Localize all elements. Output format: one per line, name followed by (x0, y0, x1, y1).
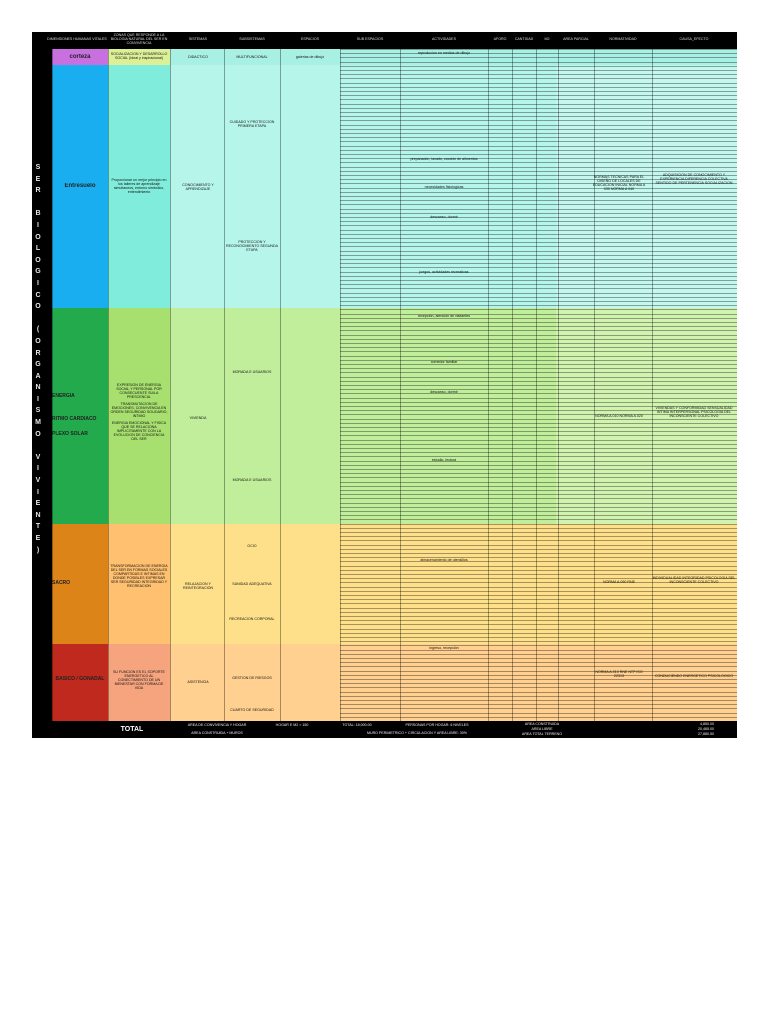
header-col: DIMENSIONES HUMANAS VITALES (47, 37, 107, 41)
grid-row-line (340, 230, 737, 231)
grid-row-line (340, 616, 737, 617)
grid-row-line (340, 225, 737, 226)
vertical-letter: O (35, 430, 41, 438)
grid-row-line (340, 402, 737, 403)
grid-row-line (340, 641, 737, 642)
grid-row-line (340, 582, 737, 583)
grid-row-line (340, 137, 737, 138)
grid-row-line (340, 498, 737, 499)
section-desc: Proporcionar un mejor principio en los talleres de aprendizaje simultaneos, entorno simbolico, entendimiento (111, 178, 167, 194)
section-desc: SU FUNCION ES EL SOPORTE ENERGETICO AL CONECTIMIENTO DE UN BIENESTAR CON FORMA DE VIDA (113, 670, 165, 690)
vertical-letter: I (37, 465, 39, 473)
grid-row-line (340, 633, 737, 634)
grid-row-line (340, 217, 737, 218)
section-sub: RECREACION CORPORAL (229, 617, 275, 621)
grid-row-line (340, 221, 737, 222)
row-activity: recepción, atención de visitantes (417, 314, 471, 318)
footer-total: 4,850.00 (700, 722, 714, 726)
grid-row-line (340, 419, 737, 420)
header-col: ESPACIOS (300, 37, 320, 41)
grid-row-line (340, 188, 737, 189)
vertical-letter: I (37, 279, 39, 287)
section-name: BASICO / GONADAL (55, 676, 105, 682)
grid-row-line (340, 377, 737, 378)
grid-row-line (340, 154, 737, 155)
grid-row-line (340, 133, 737, 134)
grid-row-line (340, 259, 737, 260)
section-sub: MULTIFUNCIONAL (236, 55, 268, 59)
vertical-letter: I (37, 488, 39, 496)
section-norma: NORMA A.010 RNE NTP ISO 22313 (595, 670, 643, 678)
grid-row-line (340, 406, 737, 407)
section-sub: MORADA E USUARIOS (232, 478, 272, 482)
grid-column-line (52, 49, 53, 721)
header-col: AREA PARCIAL (563, 37, 589, 41)
vertical-letter: E (35, 175, 41, 183)
section-sub: PROTECCION Y RECONOCIMIENTO SEGUNDA ETAPA (225, 240, 279, 252)
row-activity: descanso, dormir (430, 390, 458, 394)
grid-row-line (340, 272, 737, 273)
header-col: CANTIDAD (514, 37, 534, 41)
vertical-letter: B (35, 210, 41, 218)
row-activity: juegos, actividades recreativas (419, 270, 469, 274)
vertical-letter: R (35, 187, 41, 195)
grid-row-line (340, 74, 737, 75)
grid-row-line (340, 251, 737, 252)
grid-row-line (340, 335, 737, 336)
grid-row-line (340, 553, 737, 554)
grid-row-line (340, 129, 737, 130)
vertical-letter: E (35, 500, 41, 508)
grid-row-line (340, 179, 737, 180)
grid-row-line (340, 578, 737, 579)
grid-row-line (340, 658, 737, 659)
grid-row-line (340, 242, 737, 243)
vertical-letter: N (35, 384, 41, 392)
vertical-letter: I (37, 395, 39, 403)
grid-row-line (340, 209, 737, 210)
grid-row-line (340, 255, 737, 256)
grid-row-line (340, 343, 737, 344)
totals-bar (32, 721, 737, 738)
total-label: TOTAL (120, 726, 144, 733)
vertical-letter: O (35, 337, 41, 345)
grid-row-line (340, 78, 737, 79)
grid-row-line (340, 515, 737, 516)
row-activity: ingreso, recepción (429, 646, 459, 650)
vertical-letter: O (35, 256, 41, 264)
section-sub: MORADA E USUARIOS (232, 370, 272, 374)
grid-row-line (340, 83, 737, 84)
grid-row-line (340, 393, 737, 394)
grid-row-line (340, 574, 737, 575)
row-activity: almacenamiento de utensilios (420, 558, 468, 562)
grid-row-line (340, 671, 737, 672)
grid-row-line (340, 486, 737, 487)
grid-row-line (340, 360, 737, 361)
grid-row-line (340, 545, 737, 546)
section-desc: TRANSMUTACION DE EMOCIONES, CONVIVENCIA EN ORDEN SEGURIDAD SOLIDARIO, INTIMO (110, 402, 168, 418)
grid-row-line (340, 356, 737, 357)
row-activity: estudio, lectura (431, 458, 457, 462)
header-col: AFORO (493, 37, 507, 41)
grid-row-line (340, 322, 737, 323)
grid-row-line (340, 385, 737, 386)
row-activity: necesidades fisiologicas (424, 185, 464, 189)
grid-row-line (340, 263, 737, 264)
row-activity: descanso, dormir (430, 215, 458, 219)
row-activity: reproducion en medios de dibujo (417, 51, 471, 55)
grid-row-line (340, 389, 737, 390)
grid-row-line (340, 347, 737, 348)
grid-row-line (340, 540, 737, 541)
grid-row-line (340, 524, 737, 525)
grid-row-line (340, 146, 737, 147)
grid-row-line (340, 104, 737, 105)
grid-row-line (340, 381, 737, 382)
section-sistema: ASISTENCIA (187, 680, 209, 684)
grid-row-line (340, 440, 737, 441)
grid-row-line (340, 490, 737, 491)
grid-row-line (340, 683, 737, 684)
section-name: Entresuelo (64, 183, 96, 189)
vertical-letter: A (35, 372, 41, 380)
grid-row-line (340, 620, 737, 621)
grid-row-line (340, 608, 737, 609)
vertical-letter: ) (36, 546, 40, 554)
grid-row-line (340, 293, 737, 294)
grid-row-line (340, 309, 737, 310)
section-desc: SOCIALIZACION Y DESARROLLO SOCIAL (Ideal y inspiracional) (110, 52, 168, 60)
vertical-letter: ( (36, 326, 40, 334)
grid-row-line (340, 171, 737, 172)
section-name: SACRO (52, 580, 71, 586)
section-norma: NORMAS TECNICAS PARA EL DISEÑO DE LOCALES DE EDUCACION INICIAL NORMA A 030 NORMA A 040 (592, 175, 646, 191)
section-name: ENERGIA (52, 393, 75, 399)
section-name: corteza (69, 54, 91, 60)
footer-label: AREA CONSTRUIDA (524, 722, 560, 726)
grid-row-line (340, 519, 737, 520)
grid-row-line (340, 183, 737, 184)
grid-row-line (340, 339, 737, 340)
grid-row-line (340, 431, 737, 432)
section-sistema: DIDACTICO (188, 55, 208, 59)
footer-value: TOTAL: 18,000.00 (342, 723, 372, 727)
grid-row-line (340, 461, 737, 462)
grid-row-line (340, 297, 737, 298)
section-desc: ENERGIA EMOCIONAL Y FISICA QUE SE RELACIONA IMPLICITAMENTE CON LA EVOLUCION DE CONCIENCIA DEL SER (111, 421, 167, 441)
grid-row-line (340, 196, 737, 197)
grid-row-line (340, 158, 737, 159)
grid-row-line (340, 234, 737, 235)
grid-row-line (340, 456, 737, 457)
grid-row-line (340, 587, 737, 588)
grid-row-line (340, 692, 737, 693)
table-header (32, 32, 737, 49)
grid-row-line (340, 62, 737, 63)
grid-row-line (340, 612, 737, 613)
grid-row-line (340, 469, 737, 470)
grid-row-line (340, 284, 737, 285)
grid-row-line (340, 570, 737, 571)
grid-row-line (340, 372, 737, 373)
section-desc: TRANSFORMACION DE ENERGIA DEL SER EN FORMAS SOCIALES COMPARTIDAS E INTIMAS EN DONDE POSIBLES EXPRESAR SER SEGURIDAD INTEGRIDAD Y RECREACION (110, 564, 168, 588)
vertical-letter: R (35, 349, 41, 357)
grid-row-line (340, 566, 737, 567)
grid-row-line (340, 351, 737, 352)
footer-label: AREA DE CONVIVENCIA Y HOGAR (187, 723, 247, 727)
grid-row-line (340, 116, 737, 117)
grid-row-line (340, 528, 737, 529)
grid-row-line (340, 267, 737, 268)
footer-label: AREA TOTAL TERRENO (521, 732, 563, 736)
grid-row-line (340, 423, 737, 424)
grid-row-line (340, 330, 737, 331)
grid-row-line (340, 112, 737, 113)
grid-row-line (340, 150, 737, 151)
grid-column-line (224, 49, 225, 721)
grid-row-line (340, 427, 737, 428)
grid-row-line (340, 53, 737, 54)
grid-row-line (340, 314, 737, 315)
grid-row-line (340, 368, 737, 369)
footer-total: 27,880.50 (698, 732, 714, 736)
grid-row-line (340, 141, 737, 142)
grid-row-line (340, 238, 737, 239)
header-col: M2 (544, 37, 550, 41)
section-name: PLEXO SOLAR (52, 431, 88, 437)
section-efecto: INDIVIDUALIDAD INTEGRIDAD PSICOLOGIA DEL INCONSCIENTE COLECTIVO (652, 576, 736, 584)
section-sistema: VIVIENDA (189, 416, 207, 420)
grid-row-line (340, 414, 737, 415)
vertical-letter: L (35, 245, 41, 253)
header-col: SUBSISTEMAS (239, 37, 265, 41)
grid-row-line (340, 645, 737, 646)
grid-row-line (340, 696, 737, 697)
grid-row-line (340, 511, 737, 512)
vertical-letter: S (35, 407, 41, 415)
vertical-letter: I (37, 221, 39, 229)
grid-row-line (340, 162, 737, 163)
grid-row-line (340, 507, 737, 508)
section-sub: SANIDAD ADEQUATIVA (232, 582, 272, 586)
header-col: ZONAS QUE RESPONDE A LA BIOLOGIA NATURAL DEL SER EN CONVIVENCIA (110, 33, 168, 45)
grid-row-line (340, 666, 737, 667)
grid-row-line (340, 675, 737, 676)
grid-row-line (340, 650, 737, 651)
grid-row-line (340, 167, 737, 168)
grid-row-line (340, 99, 737, 100)
grid-row-line (340, 704, 737, 705)
grid-row-line (340, 662, 737, 663)
grid-row-line (340, 452, 737, 453)
section-esp: galerias de dibujo (295, 55, 325, 59)
grid-row-line (340, 108, 737, 109)
vertical-letter: M (35, 419, 41, 427)
section-efecto: CONDUCIENDO ENERGETICO PSICOLOGICO (654, 674, 734, 678)
vertical-letter: C (35, 291, 41, 299)
grid-row-line (340, 120, 737, 121)
grid-row-line (340, 305, 737, 306)
grid-row-line (340, 708, 737, 709)
grid-row-line (340, 536, 737, 537)
grid-row-line (340, 494, 737, 495)
grid-row-line (340, 629, 737, 630)
grid-row-line (340, 125, 737, 126)
grid-row-line (340, 679, 737, 680)
grid-row-line (340, 57, 737, 58)
footer-label: AREA LIBRE (531, 727, 553, 731)
grid-row-line (340, 318, 737, 319)
section-norma: NORMA A.010 NORMA A.020 (595, 414, 643, 418)
header-col: CAUSA_EFECTO (679, 37, 709, 41)
table-grid (32, 49, 737, 721)
grid-row-line (340, 66, 737, 67)
grid-row-line (340, 687, 737, 688)
footer-total: 20,465.00 (698, 727, 714, 731)
grid-row-line (340, 482, 737, 483)
grid-row-line (340, 280, 737, 281)
grid-row-line (340, 87, 737, 88)
footer-value: MURO PERIMETRICO + CIRCULACION Y AREA LIBRE: 30% (366, 731, 468, 735)
vertical-letter: O (35, 233, 41, 241)
vertical-letter: G (35, 361, 41, 369)
vertical-letter: V (35, 453, 41, 461)
row-activity: preparación, lavado, cocción de alimentos (410, 157, 478, 161)
grid-row-line (340, 624, 737, 625)
grid-column-line (170, 49, 171, 721)
header-col: ACTIVIDADES (432, 37, 456, 41)
section-sistema: CONOCIMIENTO Y APRENDIZAJE (182, 183, 214, 191)
grid-row-line (340, 717, 737, 718)
vertical-letter: V (35, 477, 41, 485)
grid-row-line (340, 473, 737, 474)
grid-row-line (340, 595, 737, 596)
grid-row-line (340, 204, 737, 205)
grid-row-line (340, 532, 737, 533)
grid-row-line (340, 603, 737, 604)
vertical-letter: O (35, 303, 41, 311)
grid-row-line (340, 591, 737, 592)
grid-row-line (340, 465, 737, 466)
grid-column-line (280, 49, 281, 721)
grid-row-line (340, 444, 737, 445)
grid-row-line (340, 246, 737, 247)
grid-row-line (340, 276, 737, 277)
section-sub: CUARTO DE SEGURIDAD (230, 708, 274, 712)
vertical-letter: E (35, 535, 41, 542)
section-name: RITMO CARDIACO (52, 416, 97, 422)
grid-row-line (340, 713, 737, 714)
grid-row-line (340, 557, 737, 558)
grid-row-line (340, 326, 737, 327)
grid-row-line (340, 175, 737, 176)
footer-value: PERSONAS POR HOGAR: 6 NIVELES (405, 723, 469, 727)
section-sub: OCIO (247, 544, 257, 548)
section-efecto: VIVIENDAS Y CONFORMIDAD SENSUALIDAD INTIMA INTERPERSONAL PSICOLOGIA DEL INCONSCIENTE COLECTIVO (655, 406, 733, 418)
row-activity: comedor familiar (430, 360, 458, 364)
header-col: SISTEMAS (188, 37, 208, 41)
vertical-letter: G (35, 268, 41, 276)
grid-row-line (340, 561, 737, 562)
grid-row-line (340, 200, 737, 201)
footer-value: HOGAR E M2 = 150 (275, 723, 309, 727)
grid-row-line (340, 70, 737, 71)
grid-row-line (340, 192, 737, 193)
grid-row-line (340, 213, 737, 214)
grid-row-line (340, 503, 737, 504)
grid-row-line (340, 637, 737, 638)
grid-row-line (340, 398, 737, 399)
header-col: SUB ESPACIOS (356, 37, 384, 41)
vertical-letter: N (35, 511, 41, 519)
section-norma: NORMA A.090 RNE (603, 580, 635, 584)
grid-row-line (340, 288, 737, 289)
grid-row-line (340, 477, 737, 478)
footer-label: AREA CONSTRUIDA + MUROS (191, 731, 243, 735)
grid-row-line (340, 410, 737, 411)
grid-row-line (340, 599, 737, 600)
grid-row-line (340, 448, 737, 449)
section-sub: CUIDADO Y PROTECCION PRIMERA ETAPA (229, 120, 275, 128)
section-efecto: ADQUISICION DE CONOCIMIENTO Y EXPERIENCIA DIFERENCIA COLECTIVA SENTIDO DE PERTENENCIA SOCIALIZACION (655, 173, 733, 185)
header-col: NORMATIVIDAD (609, 37, 637, 41)
grid-row-line (340, 49, 737, 50)
section-sub: GESTION DE RIESGOS (232, 676, 272, 680)
vertical-letter: S (35, 164, 41, 171)
section-desc: EXPRESION DE ENERGIA SOCIAL Y PERSONAL POR CONSECUENTE SU/LA PRESCENCIA. (116, 383, 162, 399)
grid-row-line (340, 364, 737, 365)
grid-row-line (340, 654, 737, 655)
grid-row-line (340, 435, 737, 436)
grid-row-line (340, 700, 737, 701)
section-sistema: RELAJACION Y REINTEGRACION (183, 582, 213, 590)
grid-row-line (340, 91, 737, 92)
program-table (32, 32, 737, 738)
grid-row-line (340, 549, 737, 550)
grid-column-line (108, 49, 109, 721)
grid-row-line (340, 301, 737, 302)
grid-row-line (340, 95, 737, 96)
vertical-letter: T (35, 523, 41, 531)
